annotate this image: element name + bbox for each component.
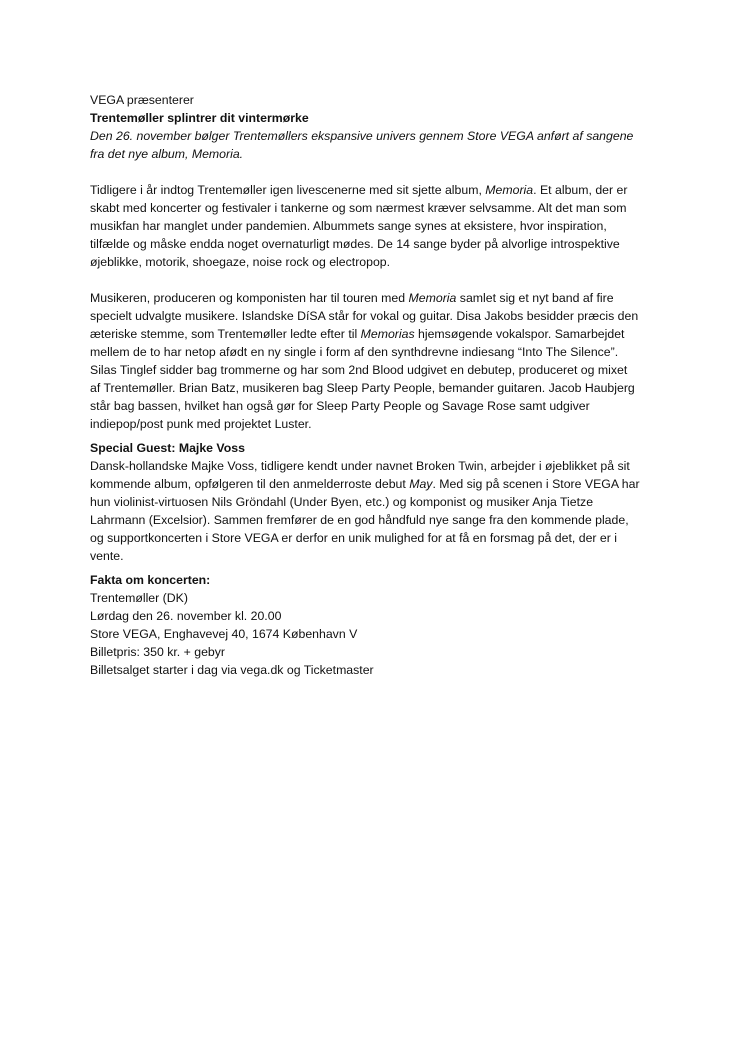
paragraph-album bbox=[90, 181, 670, 271]
title-italic: Memorias bbox=[360, 327, 415, 341]
guest-paragraph-line bbox=[90, 475, 670, 493]
presenter-line: VEGA præsenterer bbox=[90, 93, 194, 107]
text-segment: skabt med koncerter og festivaler i tankerne og som nærmest kræver selvsamme. Alt det man som bbox=[90, 201, 627, 215]
text-segment: kommende album, opfølgeren til den anmelderroste debut bbox=[90, 477, 410, 491]
text-segment: samlet sig et nyt band af fire bbox=[456, 291, 614, 305]
headline: Trentemøller splintrer dit vintermørke bbox=[90, 111, 309, 125]
text-segment: æteriske stemme, som Trentemøller ledte efter til bbox=[90, 327, 361, 341]
text-segment: hun violinist-virtuosen Nils Gröndahl (Under Byen, etc.) og komponist og musiker Anja Tietze bbox=[90, 495, 594, 509]
album-paragraph-line bbox=[90, 253, 670, 271]
text-segment: Dansk-hollandske Majke Voss, tidligere kendt under navnet Broken Twin, arbejder i øjeblikket på sit bbox=[90, 459, 630, 473]
text-segment: . Med sig på scenen i Store VEGA har bbox=[432, 477, 640, 491]
text-segment: mellem de to har netop afødt en ny single i form af den synthdrevne indiesang “Into The Silence”. bbox=[90, 345, 619, 359]
facts-date: Lørdag den 26. november kl. 20.00 bbox=[90, 609, 282, 623]
band-paragraph-line bbox=[90, 397, 670, 415]
guest-paragraph-line bbox=[90, 529, 670, 547]
text-segment: står bag bassen, hvilket han også gør for Sleep Party People og Savage Rose samt udgiver bbox=[90, 399, 590, 413]
text-segment: hjemsøgende vokalspor. Samarbejdet bbox=[414, 327, 625, 341]
album-paragraph-line bbox=[90, 199, 670, 217]
text-segment: Tidligere i år indtog Trentemøller igen livescenerne med sit sjette album, bbox=[90, 183, 486, 197]
band-paragraph-line bbox=[90, 325, 670, 343]
text-segment: og supportkoncerten i Store VEGA er derfor en unik mulighed for at få en forsmag på det, der er i bbox=[90, 531, 618, 545]
paragraph-band bbox=[90, 289, 670, 433]
paragraph-special-guest bbox=[90, 457, 670, 565]
text-segment: . Et album, der er bbox=[533, 183, 628, 197]
band-paragraph-line bbox=[90, 361, 670, 379]
title-italic: Memoria bbox=[485, 183, 534, 197]
text-segment: Lahrmann (Excelsior). Sammen fremfører de en god håndfuld nye sange fra den kommende plade, bbox=[90, 513, 629, 527]
text-segment: Musikeren, produceren og komponisten har til touren med bbox=[90, 291, 409, 305]
band-paragraph-line bbox=[90, 415, 670, 433]
title-italic: Memoria bbox=[408, 291, 457, 305]
text-segment: specielt udvalgte musikere. Islandske DíSA står for vokal og guitar. Disa Jakobs besidder præcis den bbox=[90, 309, 639, 323]
band-paragraph-line bbox=[90, 289, 670, 307]
guest-paragraph-line bbox=[90, 457, 670, 475]
band-paragraph-line bbox=[90, 343, 670, 361]
press-release bbox=[90, 91, 670, 679]
text-segment: tilfælde og måske endda noget overnaturligt mødes. De 14 sange byder på alvorlige introspektive bbox=[90, 237, 620, 251]
album-paragraph-line bbox=[90, 181, 670, 199]
band-paragraph-line bbox=[90, 379, 670, 397]
guest-paragraph-line bbox=[90, 493, 670, 511]
facts-artist: Trentemøller (DK) bbox=[90, 591, 188, 605]
text-segment: øjeblikke, motorik, shoegaze, noise rock og electropop. bbox=[90, 255, 391, 269]
guest-paragraph-line bbox=[90, 547, 670, 565]
album-paragraph-line bbox=[90, 235, 670, 253]
guest-paragraph-line bbox=[90, 511, 670, 529]
facts-sale: Billetsalget starter i dag via vega.dk og Ticketmaster bbox=[90, 663, 374, 677]
facts-heading: Fakta om koncerten: bbox=[90, 573, 211, 587]
text-segment: vente. bbox=[90, 549, 124, 563]
lead-line-1: Den 26. november bølger Trentemøllers ekspansive univers gennem Store VEGA anført af sangene bbox=[90, 129, 634, 143]
text-segment: musikfan har manglet under pandemien. Albummets sange synes at eksistere, hvor inspiration, bbox=[90, 219, 607, 233]
facts-price: Billetpris: 350 kr. + gebyr bbox=[90, 645, 225, 659]
text-segment: af Trentemøller. Brian Batz, musikeren bag Sleep Party People, bemander guitaren. Jacob Haubjerg bbox=[90, 381, 635, 395]
band-paragraph-line bbox=[90, 307, 670, 325]
facts-venue: Store VEGA, Enghavevej 40, 1674 København V bbox=[90, 627, 358, 641]
album-paragraph-line bbox=[90, 217, 670, 235]
text-segment: indiepop/post punk med projektet Luster. bbox=[90, 417, 312, 431]
title-italic: May bbox=[409, 477, 433, 491]
text-segment: Silas Tinglef sidder bag trommerne og har som 2nd Blood udgivet en debutep, produceret og mixet bbox=[90, 363, 628, 377]
lead-line-2: fra det nye album, Memoria. bbox=[90, 147, 244, 161]
special-guest-heading: Special Guest: Majke Voss bbox=[90, 441, 245, 455]
